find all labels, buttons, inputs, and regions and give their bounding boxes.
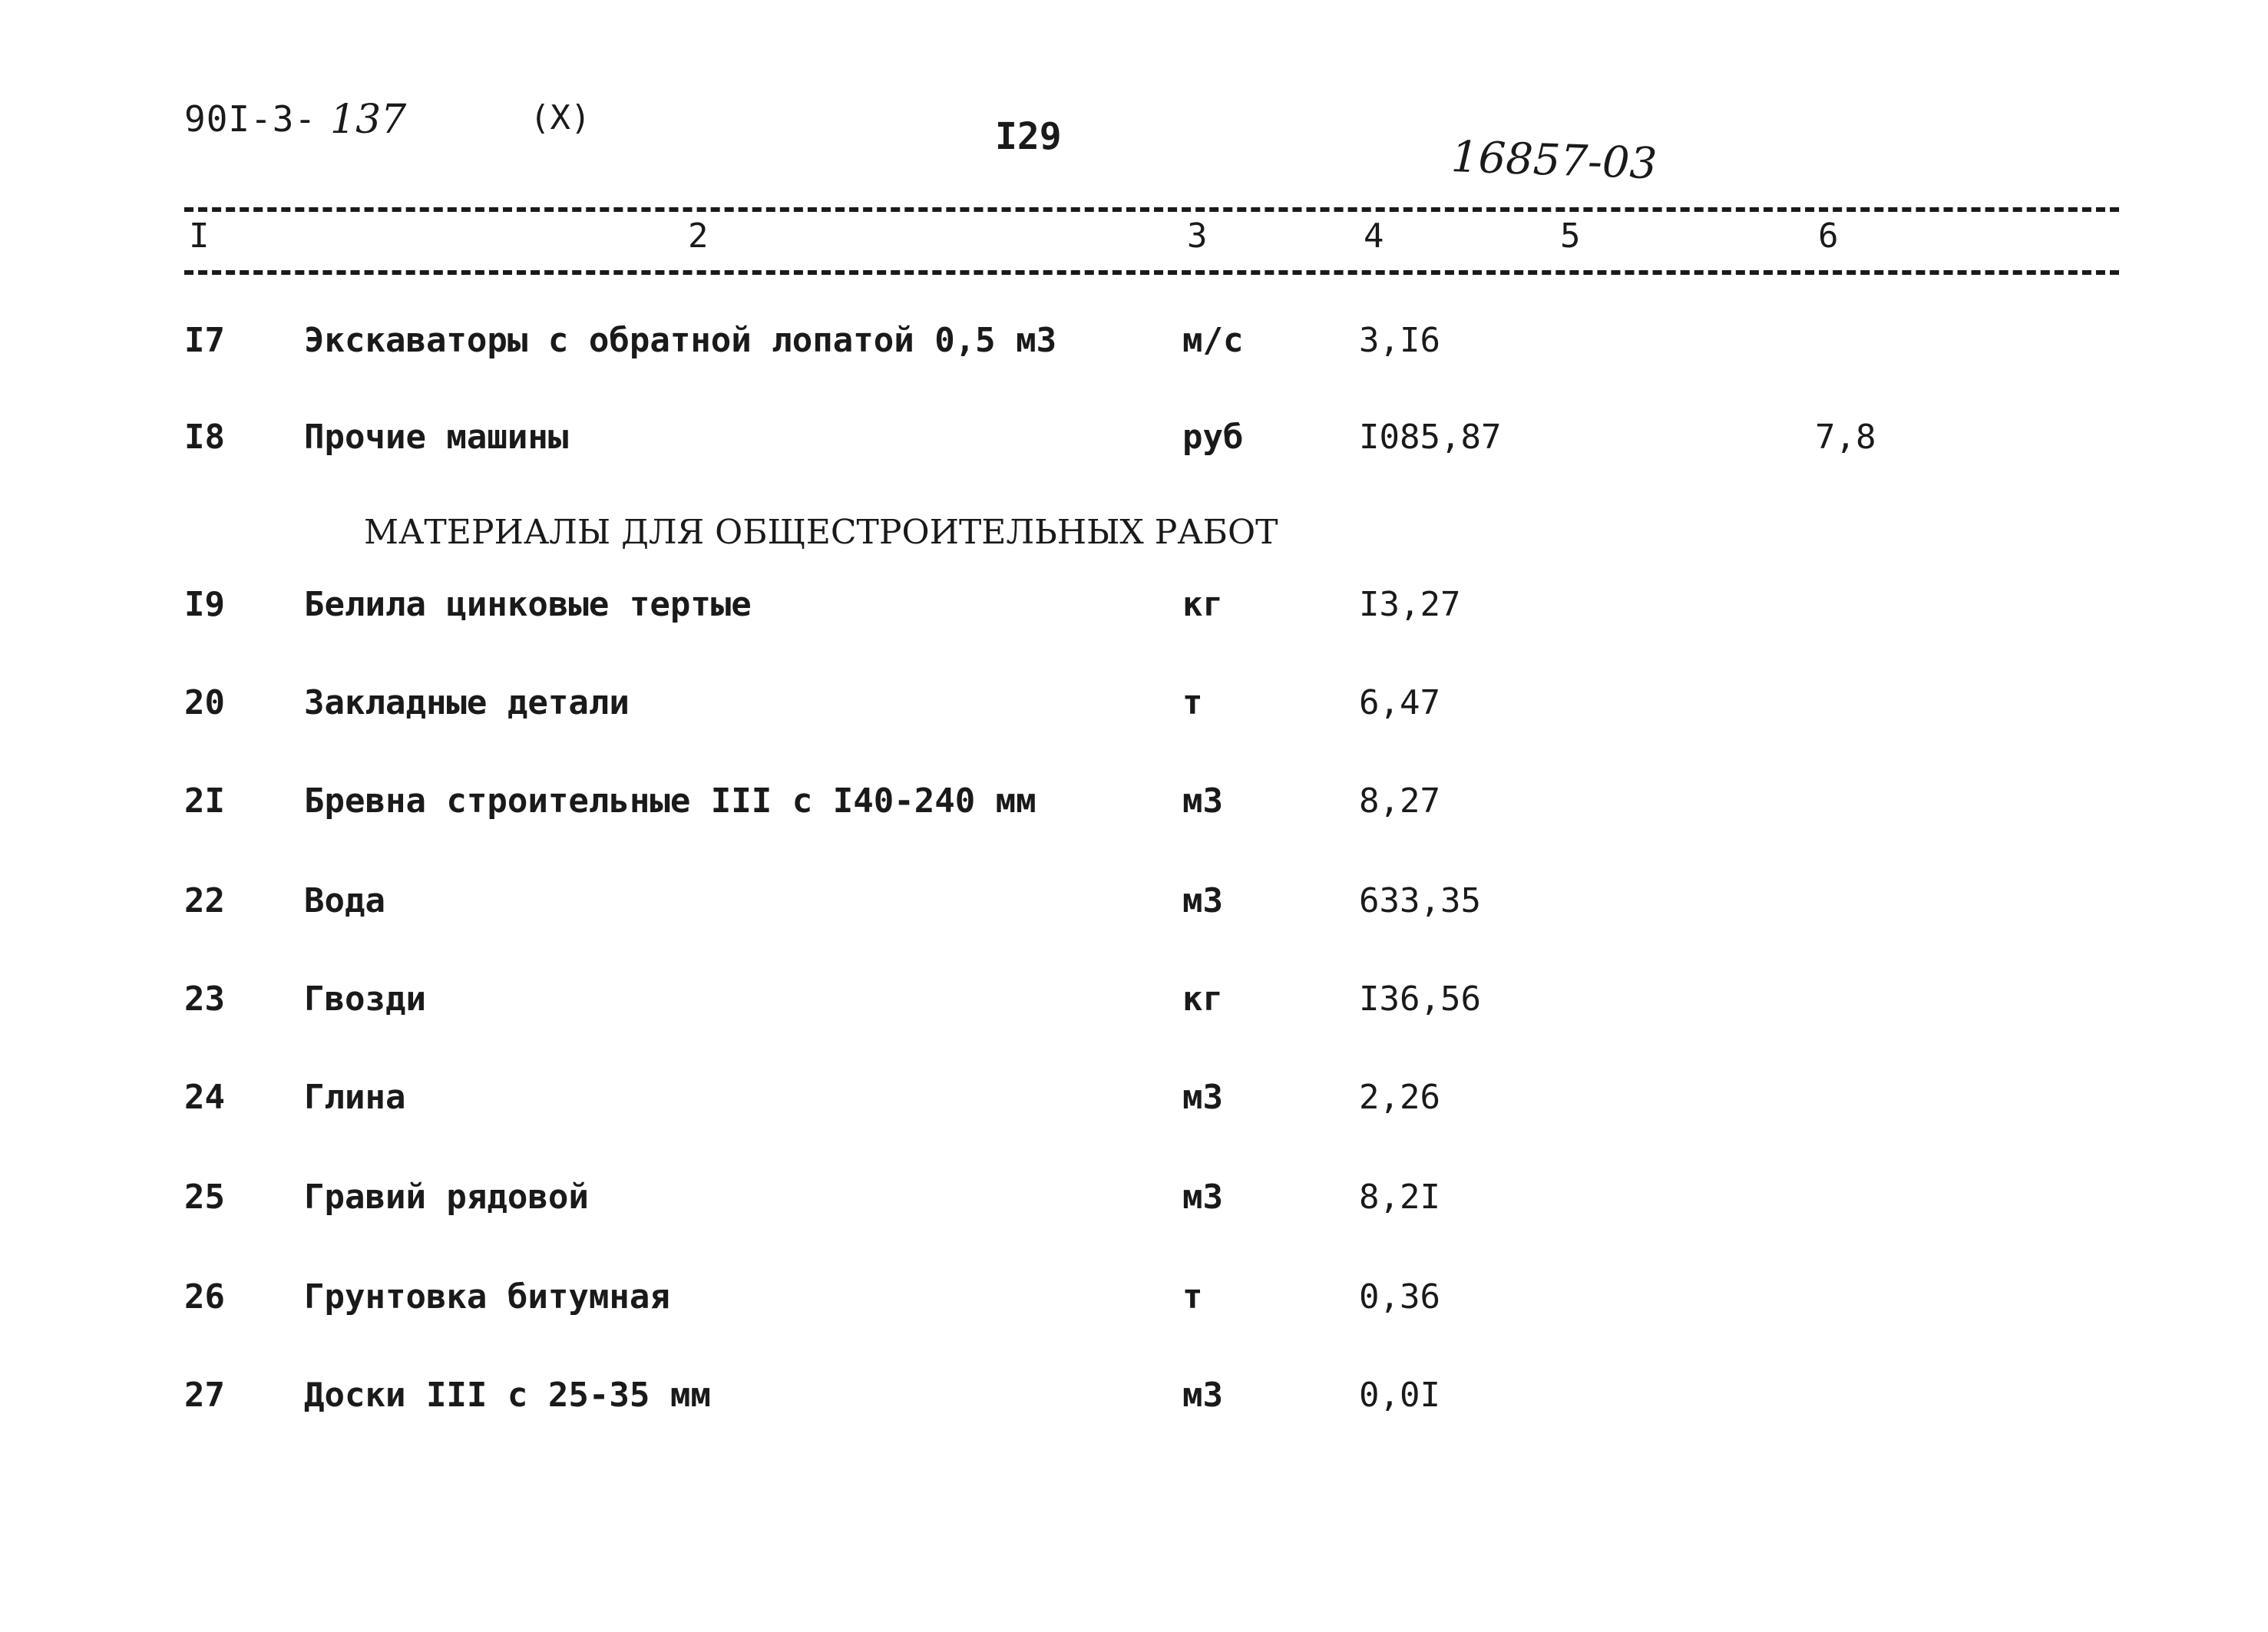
table-row (0, 418, 2268, 479)
row-name: Доски III с 25-35 мм (304, 1376, 711, 1415)
row-quantity: 633,35 (1359, 881, 1481, 920)
row-number: 25 (184, 1178, 225, 1217)
row-quantity: 8,2I (1359, 1178, 1440, 1217)
row-name: Грунтовка битумная (304, 1277, 670, 1317)
row-unit: м3 (1182, 1376, 1223, 1415)
row-unit: т (1182, 683, 1203, 722)
table-header-bottom-rule (184, 270, 2119, 275)
row-unit: м3 (1182, 1078, 1223, 1117)
row-name: Вода (304, 881, 385, 920)
row-unit: кг (1182, 585, 1223, 624)
document-code: 90I-3- (184, 98, 317, 140)
row-unit: руб (1182, 418, 1244, 457)
row-quantity: 3,I6 (1359, 321, 1440, 360)
row-name: Прочие машины (304, 418, 569, 457)
table-row (0, 781, 2268, 843)
table-row (0, 1376, 2268, 1437)
table-row (0, 683, 2268, 745)
handwritten-reference: 16857-03 (1450, 132, 1658, 190)
row-name: Гравий рядовой (304, 1178, 589, 1217)
row-quantity: I3,27 (1359, 585, 1461, 624)
row-number: I7 (184, 321, 225, 360)
row-name: Глина (304, 1078, 406, 1117)
row-unit: м3 (1182, 881, 1223, 920)
row-number: I8 (184, 418, 225, 457)
row-name: Экскаваторы с обратной лопатой 0,5 м3 (304, 321, 1057, 360)
row-name: Гвозди (304, 980, 426, 1019)
row-unit: м/с (1182, 321, 1244, 360)
row-number: 22 (184, 881, 225, 920)
column-header-5: 5 (1560, 216, 1581, 256)
row-number: 26 (184, 1277, 225, 1317)
row-unit: м3 (1182, 1178, 1223, 1217)
page-number: I29 (995, 115, 1062, 158)
column-header-3: 3 (1187, 216, 1208, 256)
row-quantity: 2,26 (1359, 1078, 1440, 1117)
row-name: Закладные детали (304, 683, 630, 722)
row-column-6-value: 7,8 (1815, 418, 1876, 457)
row-unit: кг (1182, 980, 1223, 1019)
row-quantity: 0,36 (1359, 1277, 1440, 1317)
row-unit: м3 (1182, 781, 1223, 821)
table-header-top-rule (184, 207, 2119, 212)
row-quantity: I085,87 (1359, 418, 1502, 457)
table-row (0, 881, 2268, 943)
table-row (0, 980, 2268, 1041)
table-row (0, 1078, 2268, 1139)
row-number: I9 (184, 585, 225, 624)
table-row (0, 1277, 2268, 1339)
row-quantity: 8,27 (1359, 781, 1440, 821)
document-mark: (X) (530, 98, 591, 137)
row-quantity: I36,56 (1359, 980, 1481, 1019)
row-quantity: 0,0I (1359, 1376, 1440, 1415)
row-number: 24 (184, 1078, 225, 1117)
column-header-6: 6 (1818, 216, 1839, 256)
row-quantity: 6,47 (1359, 683, 1440, 722)
row-name: Бревна строительные III с I40-240 мм (304, 781, 1036, 821)
row-name: Белила цинковые тертые (304, 585, 752, 624)
column-header-1: I (189, 216, 210, 256)
table-row (0, 321, 2268, 382)
row-number: 20 (184, 683, 225, 722)
row-number: 2I (184, 781, 225, 821)
column-header-2: 2 (688, 216, 709, 256)
document-handwritten-number: 137 (330, 97, 407, 143)
column-header-4: 4 (1364, 216, 1384, 256)
row-unit: т (1182, 1277, 1203, 1317)
row-number: 23 (184, 980, 225, 1019)
section-title: МАТЕРИАЛЫ ДЛЯ ОБЩЕСТРОИТЕЛЬНЫХ РАБОТ (364, 513, 1278, 552)
row-number: 27 (184, 1376, 225, 1415)
table-row (0, 585, 2268, 646)
table-row (0, 1178, 2268, 1239)
